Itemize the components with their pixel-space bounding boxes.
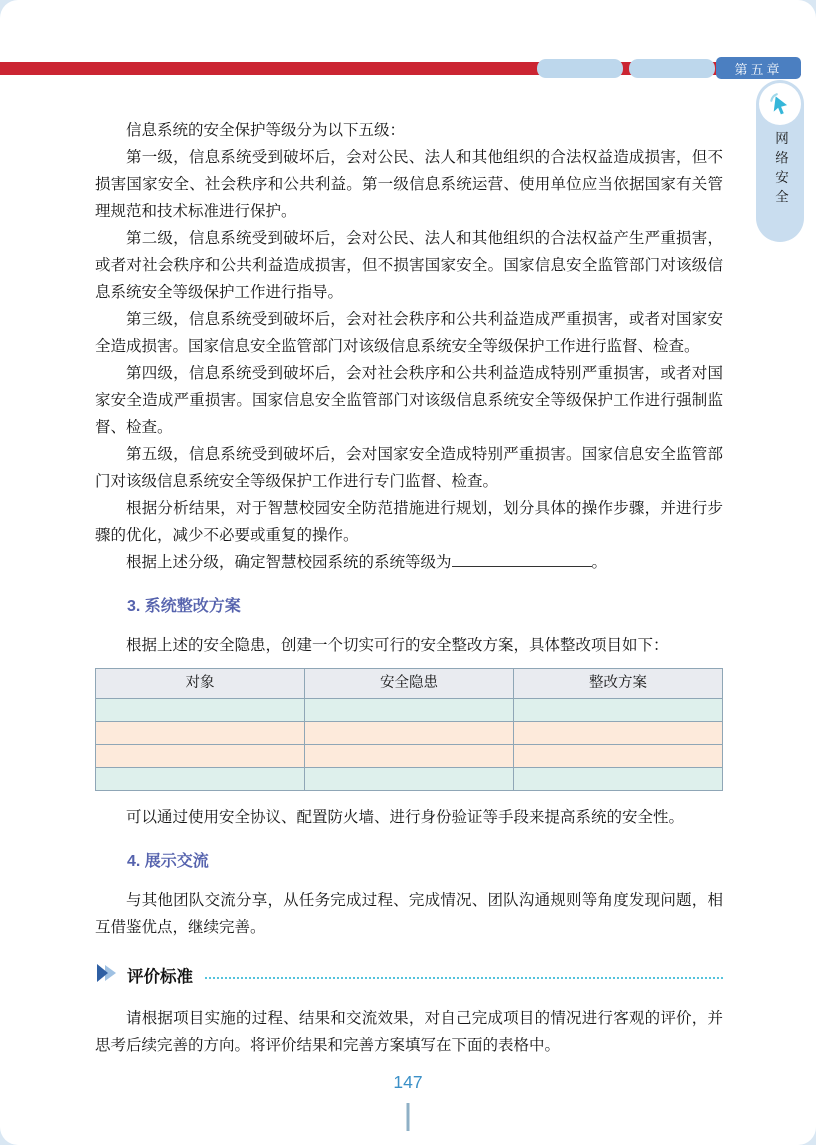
fill-blank-underline [452, 553, 592, 567]
table-cell [305, 699, 514, 722]
analysis-paragraph: 根据分析结果，对于智慧校园安全防范措施进行规划，划分具体的操作步骤，并进行步骤的优化，减少不必要或重复的操作。 [95, 500, 723, 544]
page-number: 147 [393, 1072, 423, 1092]
intro-paragraph: 信息系统的安全保护等级分为以下五级： [126, 122, 406, 139]
table-header-row [96, 669, 723, 699]
header-deco-tab-1 [537, 59, 623, 78]
fill-blank-suffix: 。 [591, 554, 608, 571]
fill-blank-paragraph [95, 549, 723, 576]
header-deco-tab-2 [629, 59, 715, 78]
table-cell [305, 768, 514, 791]
fill-blank-prefix: 根据上述分级，确定智慧校园系统的系统等级为 [126, 554, 452, 571]
table-row [96, 699, 723, 722]
table-cell [305, 722, 514, 745]
table-cell [96, 768, 305, 791]
table-row [96, 768, 723, 791]
section-3-note-paragraph: 可以通过使用安全协议、配置防火墙、进行身份验证等手段来提高系统的安全性。 [126, 809, 685, 826]
level-1-paragraph: 第一级，信息系统受到破坏后，会对公民、法人和其他组织的合法权益造成损害，但不损害国家安全、社会秩序和公共利益。第一级信息系统运营、使用单位应当依据国家有关管理规范和技术标准进行保护。 [95, 149, 723, 220]
evaluation-header [95, 963, 723, 992]
table-cell [96, 745, 305, 768]
table-header-cell: 整改方案 [514, 669, 723, 699]
table-cell [514, 768, 723, 791]
footer-tick-mark [407, 1103, 410, 1131]
section-4-paragraph: 与其他团队交流分享，从任务完成过程、完成情况、团队沟通规则等角度发现问题，相互借鉴优点，继续完善。 [95, 892, 723, 936]
section-4-heading: 4. 展示交流 [127, 853, 209, 870]
table-cell [514, 745, 723, 768]
section-3-intro-paragraph: 根据上述的安全隐患，创建一个切实可行的安全整改方案，具体整改项目如下： [126, 637, 669, 654]
level-4-paragraph: 第四级，信息系统受到破坏后，会对社会秩序和公共利益造成特别严重损害，或者对国家安全造成严重损害。国家信息安全监管部门对该级信息系统安全等级保护工作进行强制监督、检查。 [95, 365, 723, 436]
chapter-badge: 第五章 [716, 57, 801, 79]
table-row [96, 745, 723, 768]
table-cell [514, 699, 723, 722]
table-header-cell: 安全隐患 [305, 669, 514, 699]
table-cell [96, 722, 305, 745]
table-row [96, 722, 723, 745]
sidebar-chapter-title: 网络安全 [773, 131, 788, 209]
section-3-heading: 3. 系统整改方案 [127, 598, 241, 615]
table-cell [514, 722, 723, 745]
cursor-icon [759, 83, 801, 125]
level-5-paragraph: 第五级，信息系统受到破坏后，会对国家安全造成特别严重损害。国家信息安全监管部门对该级信息系统安全等级保护工作进行专门监督、检查。 [95, 446, 723, 490]
level-3-paragraph: 第三级，信息系统受到破坏后，会对社会秩序和公共利益造成严重损害，或者对国家安全造成损害。国家信息安全监管部门对该级信息系统安全等级保护工作进行监督、检查。 [95, 311, 723, 355]
main-content [95, 117, 723, 1059]
table-cell [96, 699, 305, 722]
table-header-cell: 对象 [96, 669, 305, 699]
level-2-paragraph: 第二级，信息系统受到破坏后，会对公民、法人和其他组织的合法权益产生严重损害，或者对社会秩序和公共利益造成损害，但不损害国家安全。国家信息安全监管部门对该级信息系统安全等级保护工作进行指导。 [95, 230, 723, 301]
dotted-divider [205, 977, 723, 979]
chapter-sidebar-tab [756, 80, 804, 242]
rectification-table [95, 668, 723, 791]
evaluation-paragraph: 请根据项目实施的过程、结果和交流效果，对自己完成项目的情况进行客观的评价，并思考后续完善的方向。将评价结果和完善方案填写在下面的表格中。 [95, 1010, 723, 1054]
play-arrow-icon [95, 963, 119, 992]
table-cell [305, 745, 514, 768]
evaluation-title: 评价标准 [127, 968, 193, 986]
